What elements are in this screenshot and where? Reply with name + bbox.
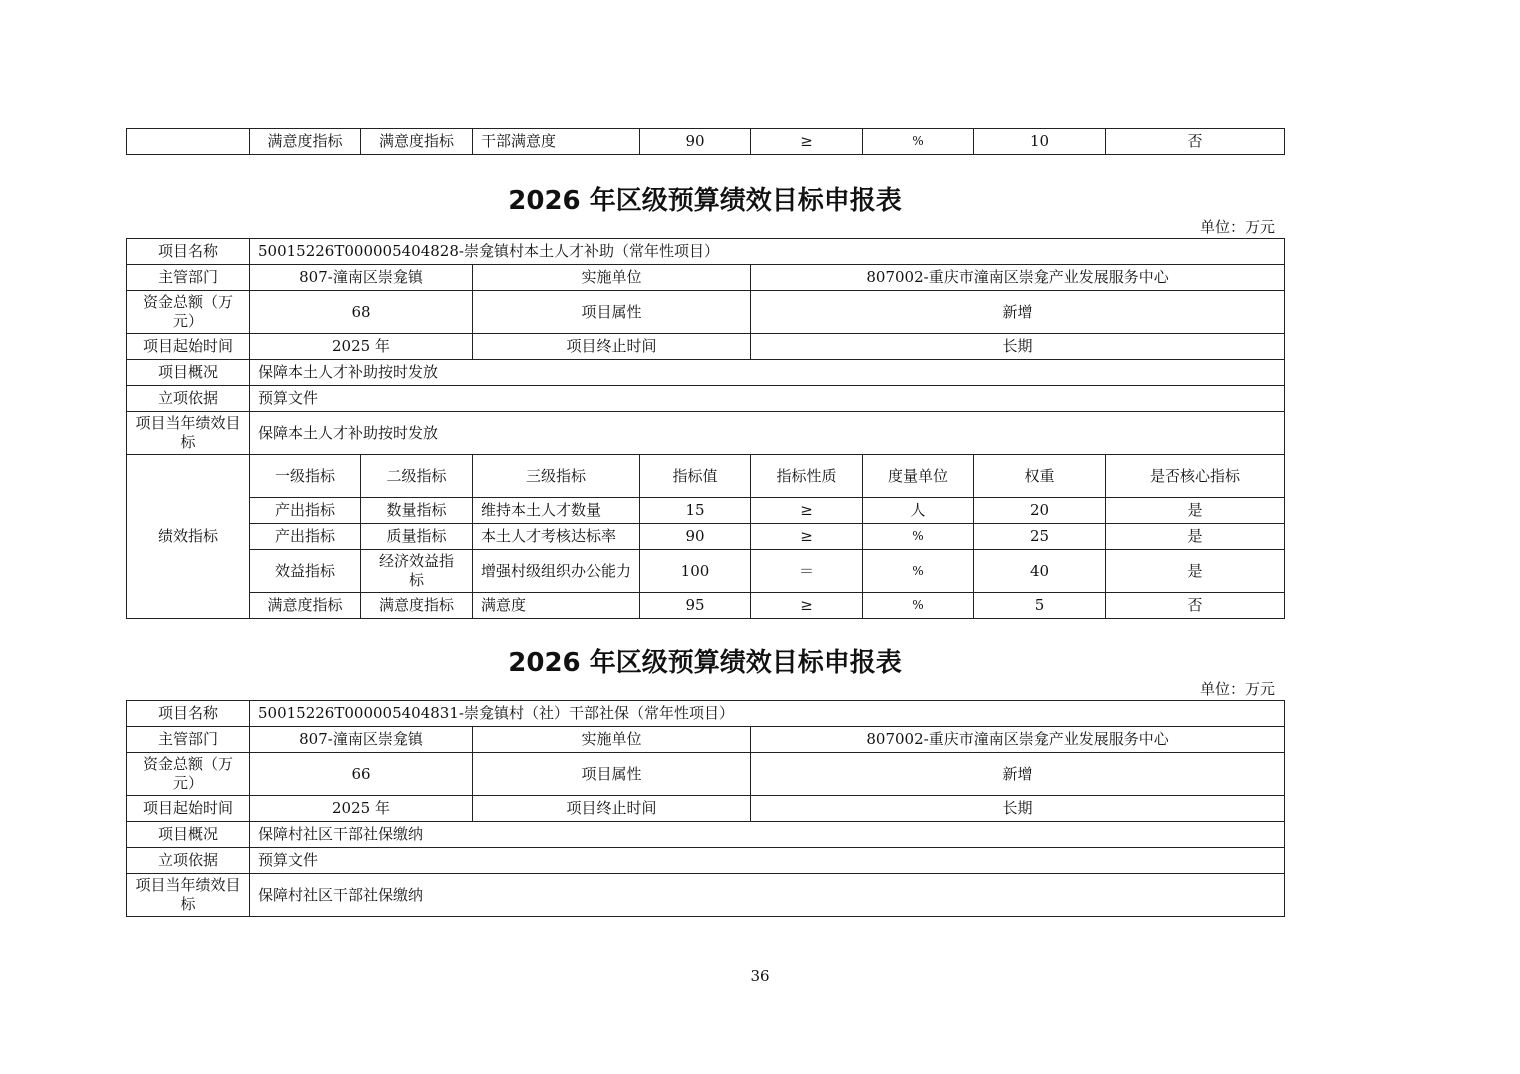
- value-cell: 15: [640, 498, 751, 524]
- table-row: [127, 593, 1285, 619]
- dept-label: 主管部门: [127, 727, 250, 753]
- core-cell: 是: [1106, 550, 1285, 593]
- unit-cell: %: [863, 550, 974, 593]
- level3-cell: 满意度: [473, 593, 640, 619]
- start-label: 项目起始时间: [127, 796, 250, 822]
- end-value: 长期: [751, 796, 1285, 822]
- level2-cell: 满意度指标: [361, 129, 473, 155]
- unit-label: 单位：万元: [1199, 218, 1275, 236]
- weight-cell: 10: [974, 129, 1106, 155]
- table-row: [127, 727, 1285, 753]
- table-row: [127, 412, 1285, 455]
- start-value: 2025 年: [250, 796, 473, 822]
- overview-value: 保障本土人才补助按时发放: [250, 360, 1285, 386]
- nature-cell: ≥: [751, 498, 863, 524]
- blank-cell: [127, 129, 250, 155]
- table-row: [127, 524, 1285, 550]
- column-header: 权重: [974, 455, 1106, 498]
- level3-cell: 干部满意度: [473, 129, 640, 155]
- overview-label: 项目概况: [127, 822, 250, 848]
- attr-label: 项目属性: [473, 291, 751, 334]
- performance-table-2: [126, 700, 1285, 917]
- column-header: 指标性质: [751, 455, 863, 498]
- impl-unit-label: 实施单位: [473, 265, 751, 291]
- table-row: [127, 334, 1285, 360]
- level1-cell: 满意度指标: [250, 129, 361, 155]
- column-header: 三级指标: [473, 455, 640, 498]
- column-header: 二级指标: [361, 455, 473, 498]
- weight-cell: 20: [974, 498, 1106, 524]
- table-row: [127, 239, 1285, 265]
- basis-value: 预算文件: [250, 386, 1285, 412]
- level2-cell: 数量指标: [361, 498, 473, 524]
- table-row: [127, 848, 1285, 874]
- impl-unit-label: 实施单位: [473, 727, 751, 753]
- project-name-value: 50015226T000005404828-崇龛镇村本土人才补助（常年性项目）: [250, 239, 1285, 265]
- goal-label: 项目当年绩效目标: [127, 412, 250, 455]
- level1-cell: 效益指标: [250, 550, 361, 593]
- table-row: [127, 822, 1285, 848]
- unit-label: 单位：万元: [1199, 680, 1275, 698]
- table-header-row: [127, 455, 1285, 498]
- level2-cell: 质量指标: [361, 524, 473, 550]
- overview-label: 项目概况: [127, 360, 250, 386]
- table-row: [127, 360, 1285, 386]
- goal-value: 保障本土人才补助按时发放: [250, 412, 1285, 455]
- table-row: [127, 753, 1285, 796]
- level3-cell: 本土人才考核达标率: [473, 524, 640, 550]
- table-row: [127, 265, 1285, 291]
- impl-unit-value: 807002-重庆市潼南区崇龛产业发展服务中心: [751, 727, 1285, 753]
- weight-cell: 25: [974, 524, 1106, 550]
- core-cell: 否: [1106, 593, 1285, 619]
- weight-cell: 40: [974, 550, 1106, 593]
- value-cell: 90: [640, 129, 751, 155]
- table-row: [127, 498, 1285, 524]
- level1-cell: 产出指标: [250, 498, 361, 524]
- dept-label: 主管部门: [127, 265, 250, 291]
- end-label: 项目终止时间: [473, 796, 751, 822]
- funds-value: 68: [250, 291, 473, 334]
- column-header: 度量单位: [863, 455, 974, 498]
- funds-value: 66: [250, 753, 473, 796]
- attr-label: 项目属性: [473, 753, 751, 796]
- funds-label: 资金总额（万元）: [127, 753, 250, 796]
- end-label: 项目终止时间: [473, 334, 751, 360]
- core-cell: 否: [1106, 129, 1285, 155]
- level1-cell: 满意度指标: [250, 593, 361, 619]
- value-cell: 90: [640, 524, 751, 550]
- performance-table-1: [126, 238, 1285, 619]
- level2-cell: 满意度指标: [361, 593, 473, 619]
- dept-value: 807-潼南区崇龛镇: [250, 265, 473, 291]
- nature-cell: ≥: [751, 524, 863, 550]
- core-cell: 是: [1106, 498, 1285, 524]
- value-cell: 100: [640, 550, 751, 593]
- project-name-label: 项目名称: [127, 701, 250, 727]
- basis-label: 立项依据: [127, 848, 250, 874]
- unit-cell: %: [863, 129, 974, 155]
- nature-cell: ≥: [751, 593, 863, 619]
- unit-cell: 人: [863, 498, 974, 524]
- nature-cell: ＝: [751, 550, 863, 593]
- start-label: 项目起始时间: [127, 334, 250, 360]
- attr-value: 新增: [751, 291, 1285, 334]
- goal-label: 项目当年绩效目标: [127, 874, 250, 917]
- column-header: 指标值: [640, 455, 751, 498]
- overview-value: 保障村社区干部社保缴纳: [250, 822, 1285, 848]
- table-row: [127, 550, 1285, 593]
- page-title: 2026 年区级预算绩效目标申报表: [508, 648, 902, 678]
- page-title: 2026 年区级预算绩效目标申报表: [508, 186, 902, 216]
- goal-value: 保障村社区干部社保缴纳: [250, 874, 1285, 917]
- table-row: [127, 291, 1285, 334]
- level1-cell: 产出指标: [250, 524, 361, 550]
- column-header: 一级指标: [250, 455, 361, 498]
- dept-value: 807-潼南区崇龛镇: [250, 727, 473, 753]
- level3-cell: 增强村级组织办公能力: [473, 550, 640, 593]
- basis-label: 立项依据: [127, 386, 250, 412]
- funds-label: 资金总额（万元）: [127, 291, 250, 334]
- table-row: [127, 874, 1285, 917]
- project-name-value: 50015226T000005404831-崇龛镇村（社）干部社保（常年性项目）: [250, 701, 1285, 727]
- attr-value: 新增: [751, 753, 1285, 796]
- perf-label: 绩效指标: [127, 455, 250, 619]
- unit-cell: %: [863, 524, 974, 550]
- start-value: 2025 年: [250, 334, 473, 360]
- page-number: 36: [750, 967, 770, 985]
- column-header: 是否核心指标: [1106, 455, 1285, 498]
- table-row: [127, 386, 1285, 412]
- level2-cell: 经济效益指标: [361, 550, 473, 593]
- level3-cell: 维持本土人才数量: [473, 498, 640, 524]
- impl-unit-value: 807002-重庆市潼南区崇龛产业发展服务中心: [751, 265, 1285, 291]
- table-row: [127, 796, 1285, 822]
- end-value: 长期: [751, 334, 1285, 360]
- basis-value: 预算文件: [250, 848, 1285, 874]
- project-name-label: 项目名称: [127, 239, 250, 265]
- table-row: [127, 701, 1285, 727]
- unit-cell: %: [863, 593, 974, 619]
- continuation-table: [126, 128, 1285, 155]
- core-cell: 是: [1106, 524, 1285, 550]
- table-row: [127, 129, 1285, 155]
- value-cell: 95: [640, 593, 751, 619]
- weight-cell: 5: [974, 593, 1106, 619]
- nature-cell: ≥: [751, 129, 863, 155]
